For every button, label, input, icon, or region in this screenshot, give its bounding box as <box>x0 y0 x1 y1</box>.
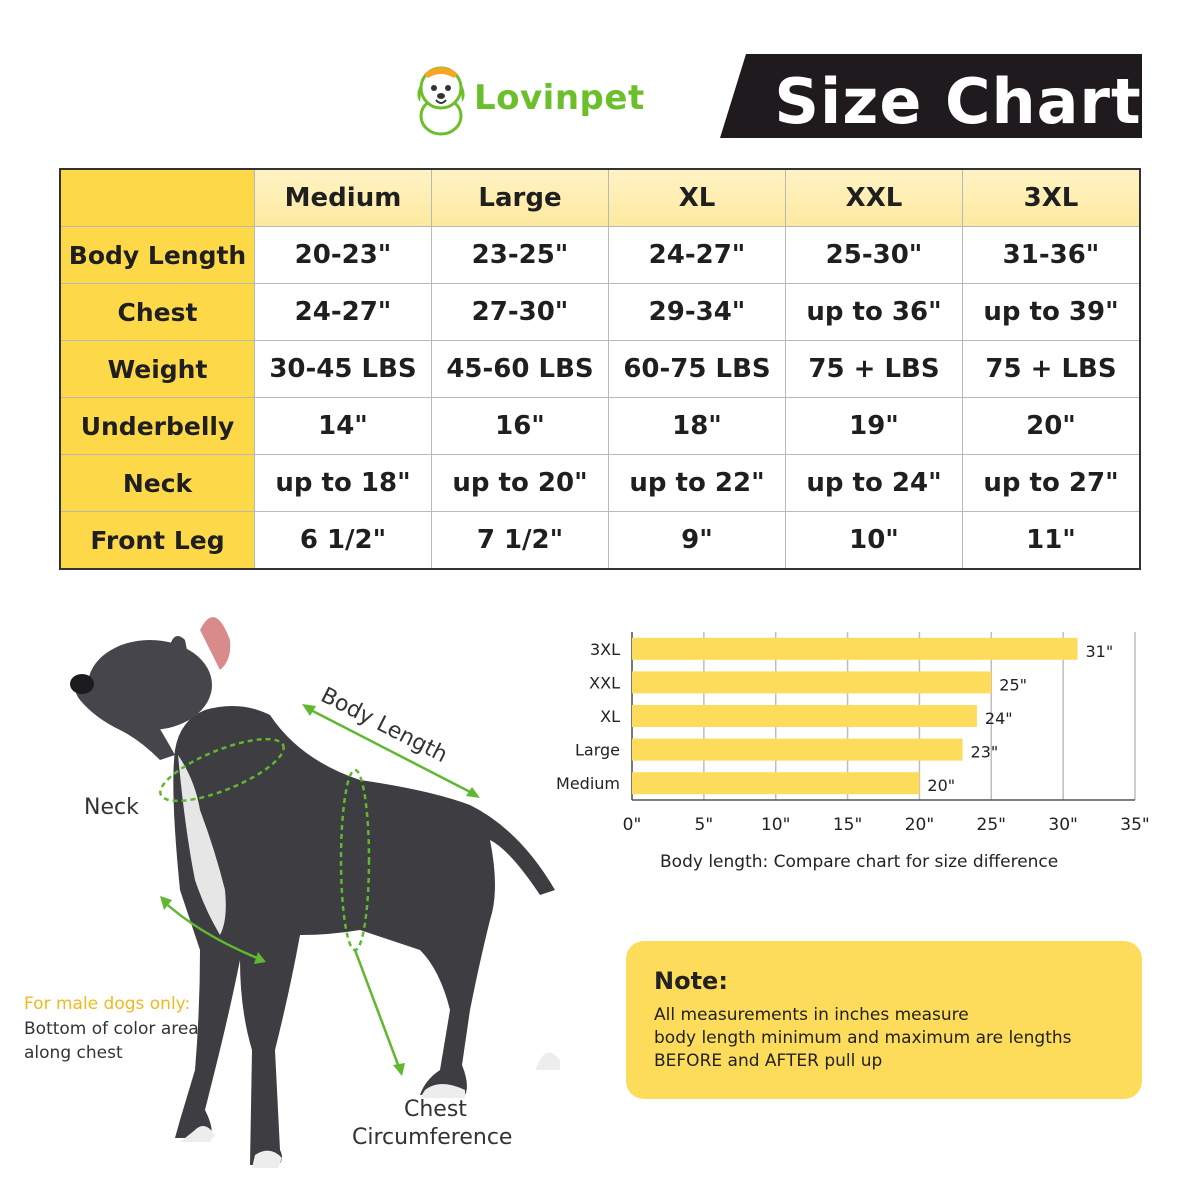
male-note-line: Bottom of color area <box>24 1019 199 1039</box>
x-tick-label: 0" <box>622 815 642 835</box>
male-note-line: along chest <box>24 1043 123 1063</box>
category-label: Large <box>574 740 620 760</box>
table-cell: up to 24" <box>786 455 963 512</box>
note-title: Note: <box>654 967 728 995</box>
table-cell: 24-27" <box>255 284 432 341</box>
table-row <box>60 398 1140 455</box>
table-cell: 18" <box>609 398 786 455</box>
table-cell: 45-60 LBS <box>432 341 609 398</box>
column-header: XXL <box>786 169 963 227</box>
brand-name: Lovinpet <box>474 78 645 118</box>
bar <box>632 671 991 693</box>
table-cell: 9" <box>609 512 786 570</box>
x-tick-label: 10" <box>760 815 791 835</box>
table-cell: 60-75 LBS <box>609 341 786 398</box>
table-cell: 30-45 LBS <box>255 341 432 398</box>
table-cell: 23-25" <box>432 227 609 284</box>
category-label: XXL <box>589 673 620 693</box>
x-tick-label: 15" <box>832 815 863 835</box>
category-label: Medium <box>556 774 620 794</box>
title-banner <box>720 54 1142 138</box>
x-tick-label: 5" <box>694 815 714 835</box>
category-label: XL <box>600 707 620 726</box>
column-header: Large <box>432 169 609 227</box>
table-cell: up to 20" <box>432 455 609 512</box>
table-cell: 20" <box>963 398 1141 455</box>
table-cell: 29-34" <box>609 284 786 341</box>
chest-label: Circumference <box>352 1125 513 1150</box>
note-line: BEFORE and AFTER pull up <box>654 1051 883 1071</box>
table-header-row <box>60 169 1140 227</box>
table-cell: 14" <box>255 398 432 455</box>
data-label: 23" <box>970 742 999 762</box>
table-cell: 24-27" <box>609 227 786 284</box>
chart-caption: Body length: Compare chart for size difference <box>660 852 1059 872</box>
table-cell: 10" <box>786 512 963 570</box>
table-cell: up to 27" <box>963 455 1141 512</box>
x-tick-label: 25" <box>976 815 1007 835</box>
row-header: Chest <box>60 284 255 341</box>
table-row <box>60 512 1140 570</box>
table-cell: up to 22" <box>609 455 786 512</box>
x-tick-label: 30" <box>1048 815 1078 835</box>
neck-label: Neck <box>84 795 139 820</box>
size-table <box>59 168 1141 570</box>
table-cell: 75 + LBS <box>963 341 1141 398</box>
table-cell: 11" <box>963 512 1141 570</box>
data-label: 31" <box>1085 641 1114 661</box>
note-box <box>626 941 1142 1099</box>
table-cell: 25-30" <box>786 227 963 284</box>
body-length-label: Body Length <box>316 683 452 769</box>
row-header: Neck <box>60 455 255 512</box>
table-cell: 75 + LBS <box>786 341 963 398</box>
table-cell: up to 36" <box>786 284 963 341</box>
male-note-heading: For male dogs only: <box>24 994 191 1014</box>
table-corner-cell <box>60 169 255 227</box>
table-row <box>60 227 1140 284</box>
chest-label: Chest <box>404 1097 467 1122</box>
table-cell: up to 18" <box>255 455 432 512</box>
x-tick-label: 35" <box>1120 815 1150 835</box>
column-header: XL <box>609 169 786 227</box>
x-tick-label: 20" <box>904 815 935 835</box>
row-header: Front Leg <box>60 512 255 570</box>
table-cell: 20-23" <box>255 227 432 284</box>
page-title: Size Chart <box>774 65 1142 138</box>
note-line: All measurements in inches measure <box>654 1005 969 1025</box>
body-length-chart <box>540 620 1180 860</box>
table-cell: 16" <box>432 398 609 455</box>
brand-logo <box>408 58 645 138</box>
data-label: 20" <box>927 776 956 796</box>
row-header: Weight <box>60 341 255 398</box>
table-cell: 7 1/2" <box>432 512 609 570</box>
data-label: 25" <box>999 675 1028 695</box>
dog-illustration <box>0 590 600 1200</box>
row-header: Body Length <box>60 227 255 284</box>
bar <box>632 705 977 727</box>
dog-mascot-icon <box>408 58 474 138</box>
bar <box>632 772 919 794</box>
table-row <box>60 455 1140 512</box>
table-cell: 6 1/2" <box>255 512 432 570</box>
category-label: 3XL <box>589 639 620 659</box>
table-cell: 31-36" <box>963 227 1141 284</box>
data-label: 24" <box>984 709 1013 728</box>
note-line: body length minimum and maximum are lengths <box>654 1028 1072 1048</box>
column-header: Medium <box>255 169 432 227</box>
table-cell: up to 39" <box>963 284 1141 341</box>
table-row <box>60 341 1140 398</box>
table-row <box>60 284 1140 341</box>
table-cell: 27-30" <box>432 284 609 341</box>
column-header: 3XL <box>963 169 1141 227</box>
row-header: Underbelly <box>60 398 255 455</box>
table-cell: 19" <box>786 398 963 455</box>
bar <box>632 739 963 761</box>
bar <box>632 638 1078 660</box>
